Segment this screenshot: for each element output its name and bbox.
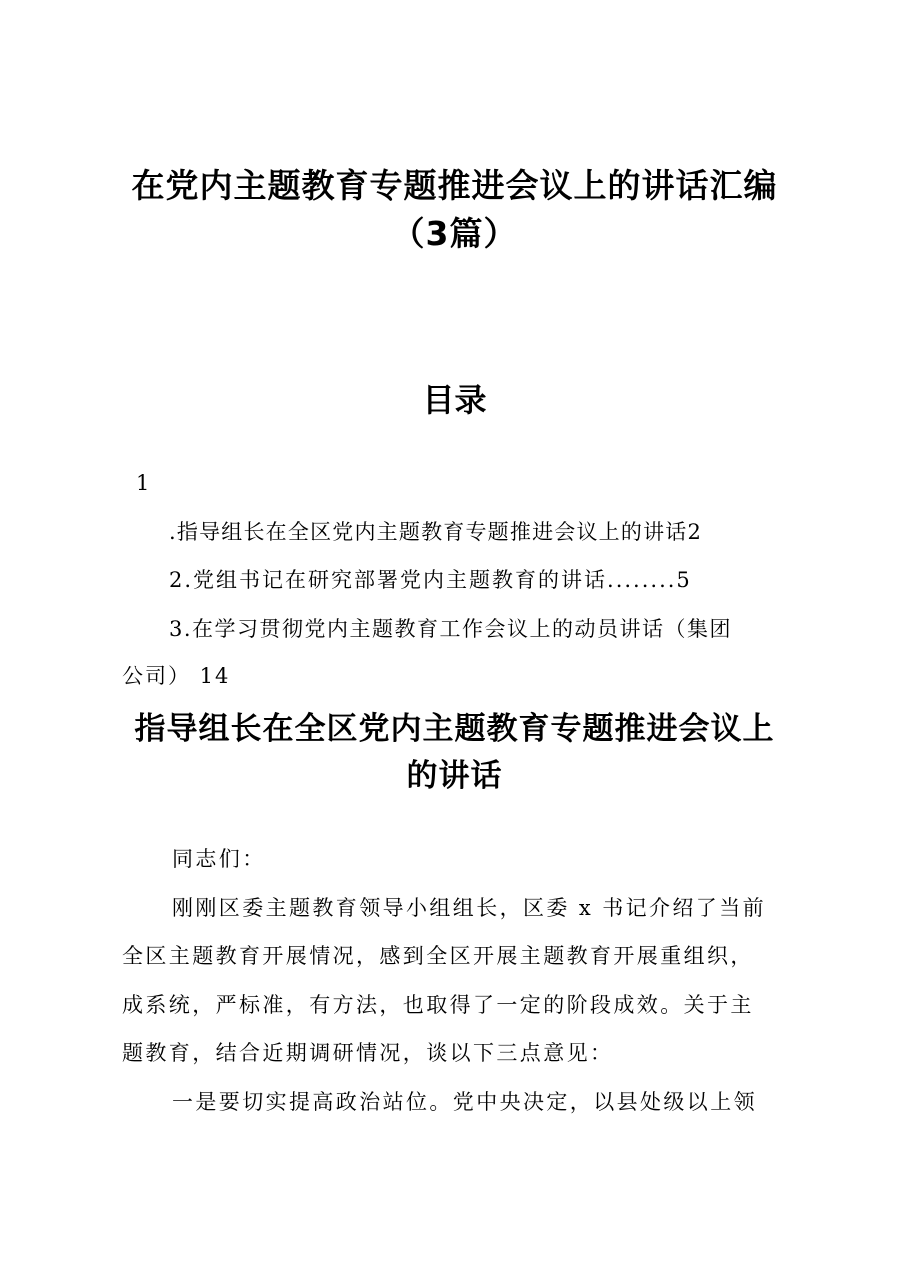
toc-item-3[interactable]: 3.在学习贯彻党内主题教育工作会议上的动员讲话（集团 [169,617,733,641]
paragraph-1-line-3: 成系统，严标准，有方法，也取得了一定的阶段成效。关于主 [122,993,754,1017]
toc-item-2[interactable]: 2.党组书记在研究部署党内主题教育的讲话........5 [169,568,692,592]
paragraph-1-line-4: 题教育，结合近期调研情况，谈以下三点意见： [122,1041,614,1065]
document-title-line-1: 在党内主题教育专题推进会议上的讲话汇编 [131,166,778,205]
paragraph-1-line-2: 全区主题教育开展情况，感到全区开展主题教育开展重组织， [122,944,754,968]
section-title-line-1: 指导组长在全区党内主题教育专题推进会议上 [134,711,775,747]
section-title-line-2: 的讲话 [406,758,503,794]
toc-item-3-continued[interactable]: 公司） 14 [122,664,231,688]
document-title-line-2: （3篇） [391,214,518,253]
toc-heading: 目录 [422,381,487,419]
toc-item-1[interactable]: .指导组长在全区党内主题教育专题推进会议上的讲话2 [169,520,703,544]
greeting: 同志们： [172,847,266,871]
paragraph-2-line-1: 一是要切实提高政治站位。党中央决定，以县处级以上领 [172,1090,757,1114]
toc-item-1-number: 1 [136,471,152,495]
paragraph-1-line-1: 刚刚区委主题教育领导小组组长，区委 x 书记介绍了当前 [172,896,766,920]
